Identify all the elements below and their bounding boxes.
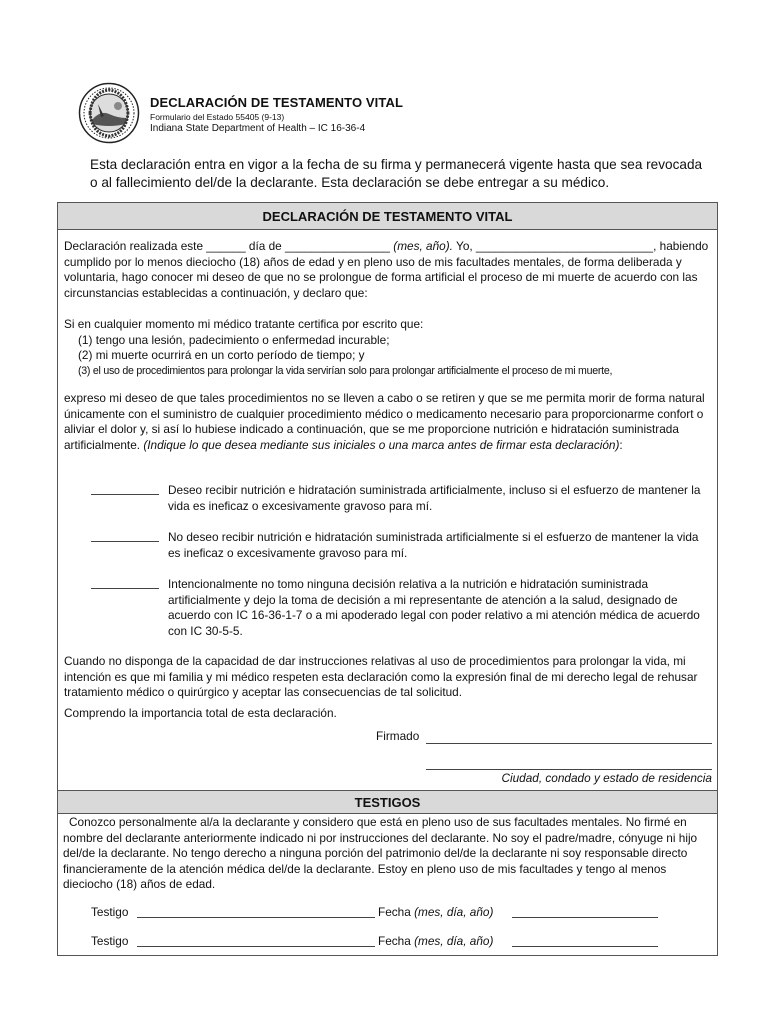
residence-line[interactable] (426, 769, 712, 770)
date-label: Fecha (378, 934, 411, 948)
residence-label: Ciudad, condado y estado de residencia (501, 771, 712, 785)
initial-line-option-1[interactable] (91, 482, 159, 495)
witness-2-label: Testigo (91, 934, 129, 948)
declaration-paragraph: habiendo cumplido por lo menos dieciocho (18) años de edad y en pleno uso de mis facultades mentales, de forma deliberada y voluntaria, hago conocer mi deseo de que no se prolongue de forma artificial el proceso de mi muerte de acuerdo con las circunstancias establecidas a continuación, y declaro que: (64, 239, 709, 300)
initial-line-option-2[interactable] (91, 529, 159, 542)
condition-1: (1) tengo una lesión, padecimiento o enfermedad incurable; (78, 332, 390, 347)
conditions-intro: Si en cualquier momento mi médico tratante certifica por escrito que: (64, 317, 424, 331)
witness-2-signature-line[interactable] (137, 946, 375, 947)
initial-instruction: (Indique lo que desea mediante sus iniciales o una marca antes de firmar esta declaración) (143, 437, 620, 452)
witness-2-date-line[interactable] (512, 946, 658, 947)
witness-1-date-line[interactable] (512, 917, 658, 918)
option-3-text: Intencionalmente no tomo ninguna decisión relativa a la nutrición e hidratación suministrada artificialmente y dejo la toma de decisión a mi representante de atención a la salud, designado de acuerdo con IC 16-36-1-7 o a mi apoderado legal con poder relativo a mi atención médica de acuerdo con IC 30-5-5. (168, 577, 700, 638)
declaration-section-title: DECLARACIÓN DE TESTAMENTO VITAL (58, 203, 717, 230)
date-label: Fecha (378, 905, 411, 919)
witness-1-label: Testigo (91, 905, 129, 919)
witness-2-date-label (378, 934, 493, 950)
signature-line[interactable] (426, 743, 712, 744)
witnesses-section-title: TESTIGOS (58, 790, 717, 814)
understanding-statement: Comprendo la importancia total de esta declaración. (64, 706, 337, 720)
witness-1-signature-line[interactable] (137, 917, 375, 918)
department-name: Indiana State Department of Health – IC 16-36-4 (150, 123, 366, 134)
option-2-text: No deseo recibir nutrición e hidratación suministrada artificialmente si el esfuerzo de mantener la vida es ineficaz o excesivamente gravoso para mí. (168, 530, 699, 560)
incapacity-paragraph: Cuando no disponga de la capacidad de dar instrucciones relativas al uso de procedimientos para prolongar la vida, mi intención es que mi familia y mi médico respeten esta declaración como la expresión final de mi derecho legal de rehusar tratamiento médico o quirúrgico y aceptar las consecuencias de tal solicitud. (64, 654, 698, 699)
initial-line-option-3[interactable] (91, 576, 159, 589)
option-1-text: Deseo recibir nutrición e hidratación suministrada artificialmente, incluso si el esfuerzo de mantener la vida es ineficaz o excesivamente gravoso para mí. (168, 483, 701, 513)
witness-statement: Conozco personalmente al/a la declarante y considero que está en pleno uso de sus facultades mentales. No firmé en nombre del declarante anteriormente indicado ni por instrucciones del declarante. No soy el padre/madre, cónyuge ni hijo del/de la declarante. No tengo derecho a ninguna porción del patrimonio del/de la declarante ni soy responsable directo financieramente de la atención médica del/de la declarante. Estoy en pleno uso de mis facultades y tengo al menos dieciocho (18) años de edad. (63, 815, 698, 891)
condition-3: (3) el uso de procedimientos para prolongar la vida servirían solo para prolongar artificialmente el proceso de mi muerte, (78, 364, 613, 377)
declaration-date-line[interactable]: Declaración realizada este ______ día de ________________ (64, 239, 390, 253)
intro-text: Esta declaración entra en vigor a la fecha de su firma y permanecerá vigente hasta que sea revocada o al fallecimiento del/de la declarante. Esta declaración se debe entregar a su médico. (90, 157, 703, 190)
wish-colon: : (619, 437, 623, 452)
declaration-opening (64, 239, 714, 301)
form-number: Formulario del Estado 55405 (9-13) (150, 112, 285, 122)
form-title: DECLARACIÓN DE TESTAMENTO VITAL (150, 95, 403, 110)
witness-1-date-label (378, 905, 493, 921)
declaration-box (57, 202, 718, 956)
signed-label: Firmado (376, 729, 420, 743)
wish-paragraph (64, 391, 714, 453)
state-seal-icon (78, 82, 140, 144)
date-hint: (mes, día, año) (414, 905, 494, 919)
date-hint: (mes, día, año) (414, 934, 494, 948)
declarant-name-line[interactable]: Yo, ___________________________, (456, 239, 657, 253)
month-year-hint: (mes, año). (393, 239, 453, 253)
condition-2: (2) mi muerte ocurrirá en un corto período de tiempo; y (78, 348, 365, 362)
wish-text: expreso mi deseo de que tales procedimientos no se lleven a cabo o se retiren y que se me permita morir de forma natural únicamente con el suministro de cualquier procedimiento médico o medicamento necesario para proporcionarme confort o aliviar el dolor y, si así lo hubiese indicado a continuación, que se me proporcione nutrición e hidratación suministrada artificialmente. (64, 391, 705, 452)
